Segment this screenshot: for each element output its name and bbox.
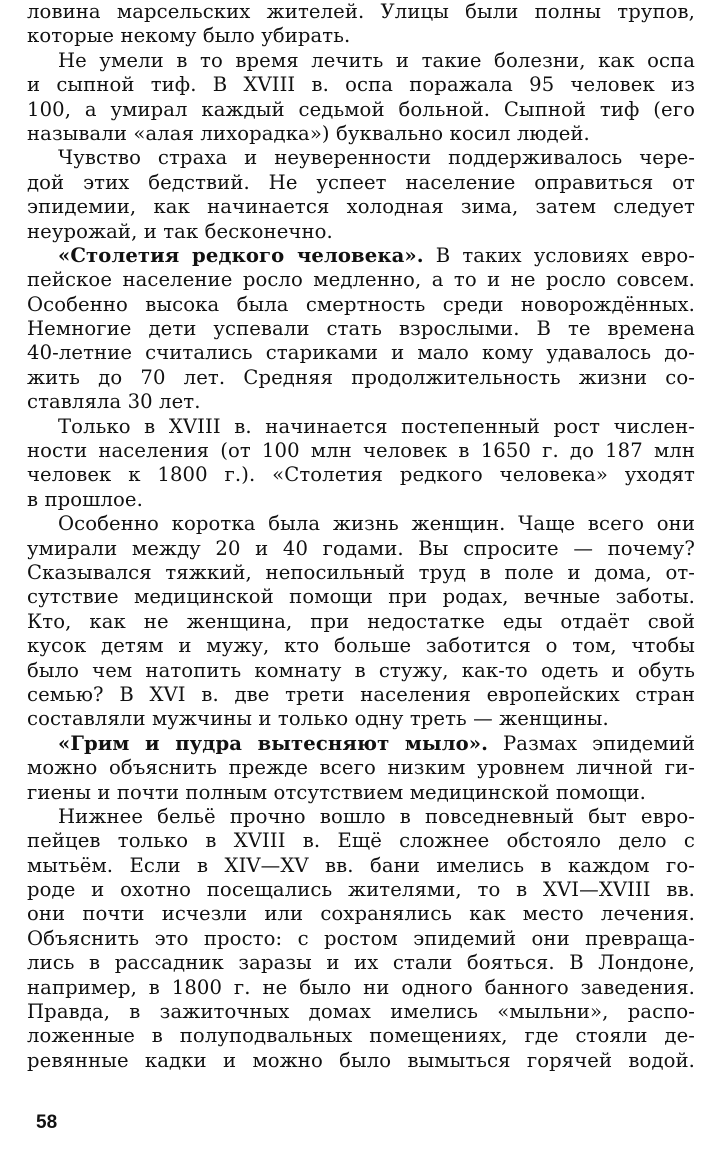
text-line: эпидемии, как начинается холодная зима, затем следует (27, 195, 695, 219)
text-line: они почти исчезли или сохранялись как место лечения. (27, 902, 695, 926)
page-number: 58 (36, 1112, 58, 1133)
text-line: составляли мужчины и только одну треть — женщины. (27, 707, 609, 731)
section-heading: «Грим и пудра вытесняют мыло». (58, 731, 489, 755)
text-line: неурожай, и так бесконечно. (27, 219, 333, 243)
text-line: например, в 1800 г. не было ни одного банного заведения. (27, 975, 695, 999)
text-line: человек к 1800 г.). «Столетия редкого человека» уходят (27, 463, 695, 487)
text-line: дой этих бедствий. Не успеет население оправиться от (27, 170, 695, 194)
text-line: было чем натопить комнату в стужу, как-то одеть и обуть (27, 658, 695, 682)
text-line: ложенные в полуподвальных помещениях, где стояли де- (27, 1024, 695, 1048)
text-line: лись в рассадник заразы и их стали бояться. В Лондоне, (27, 951, 695, 975)
section-heading: «Столетия редкого человека». (58, 243, 424, 267)
text-line (27, 244, 695, 268)
text-line: Особенно коротка была жизнь женщин. Чаще всего они (58, 512, 695, 536)
text-line: мытьём. Если в XIV—XV вв. бани имелись в каждом го- (27, 853, 695, 877)
text-line: умирали между 20 и 40 годами. Вы спросите — почему? (27, 536, 695, 560)
text-line: ности населения (от 100 млн человек в 1650 г. до 187 млн (27, 439, 695, 463)
text-line: называли «алая лихорадка») буквально косил людей. (27, 121, 590, 145)
text-line: Чувство страха и неуверенности поддерживалось чере- (58, 146, 695, 170)
text-line: ставляла 30 лет. (27, 390, 201, 414)
text-line: Правда, в зажиточных домах имелись «мыльни», распо- (27, 1000, 695, 1024)
text-line: Особенно высока была смертность среди новорождённых. (27, 292, 695, 316)
text-line: ревянные кадки и можно было вымыться горячей водой. (27, 1048, 695, 1072)
text-line: Не умели в то время лечить и такие болезни, как оспа (58, 48, 695, 72)
text-line: 40-летние считались стариками и мало кому удавалось до- (27, 341, 695, 365)
text-line: и сыпной тиф. В XVIII в. оспа поражала 95 человек из (27, 73, 695, 97)
text-line: ловина марсельских жителей. Улицы были полны трупов, (27, 0, 695, 23)
text-line: сутствие медицинской помощи при родах, вечные заботы. (27, 585, 695, 609)
text-line: жить до 70 лет. Средняя продолжительность жизни со- (27, 365, 695, 389)
text-line: Только в XVIII в. начинается постепенный рост числен- (58, 414, 695, 438)
text-line: Нижнее бельё прочно вошло в повседневный быт евро- (58, 804, 695, 828)
text-line: Объяснить это просто: с ростом эпидемий они превраща- (27, 926, 695, 950)
text-line: которые некому было убирать. (27, 24, 351, 48)
text-line: Немногие дети успевали стать взрослыми. В те времена (27, 317, 695, 341)
text-line: пейцев только в XVIII в. Ещё сложнее обстояло дело с (27, 829, 695, 853)
text-line: Сказывался тяжкий, непосильный труд в поле и дома, от- (27, 560, 695, 584)
text-line: можно объяснить прежде всего низким уровнем личной ги- (27, 756, 695, 780)
text-line (27, 732, 695, 756)
text-span: В таких условиях евро- (435, 243, 695, 267)
text-line: семью? В XVI в. две трети населения европейских стран (27, 682, 695, 706)
text-span: Размах эпидемий (503, 731, 695, 755)
text-line: гиены и почти полным отсутствием медицинской помощи. (27, 780, 646, 804)
text-line: кусок детям и мужу, кто больше заботится о том, чтобы (27, 634, 695, 658)
text-line: Кто, как не женщина, при недостатке еды отдаёт свой (27, 609, 695, 633)
page-body (27, 0, 695, 1073)
text-line: роде и охотно посещались жителями, то в XVI—XVIII вв. (27, 878, 695, 902)
text-line: пейское население росло медленно, а то и не росло совсем. (27, 268, 695, 292)
text-line: 100, а умирал каждый седьмой больной. Сыпной тиф (его (27, 97, 695, 121)
text-line: в прошлое. (27, 487, 143, 511)
